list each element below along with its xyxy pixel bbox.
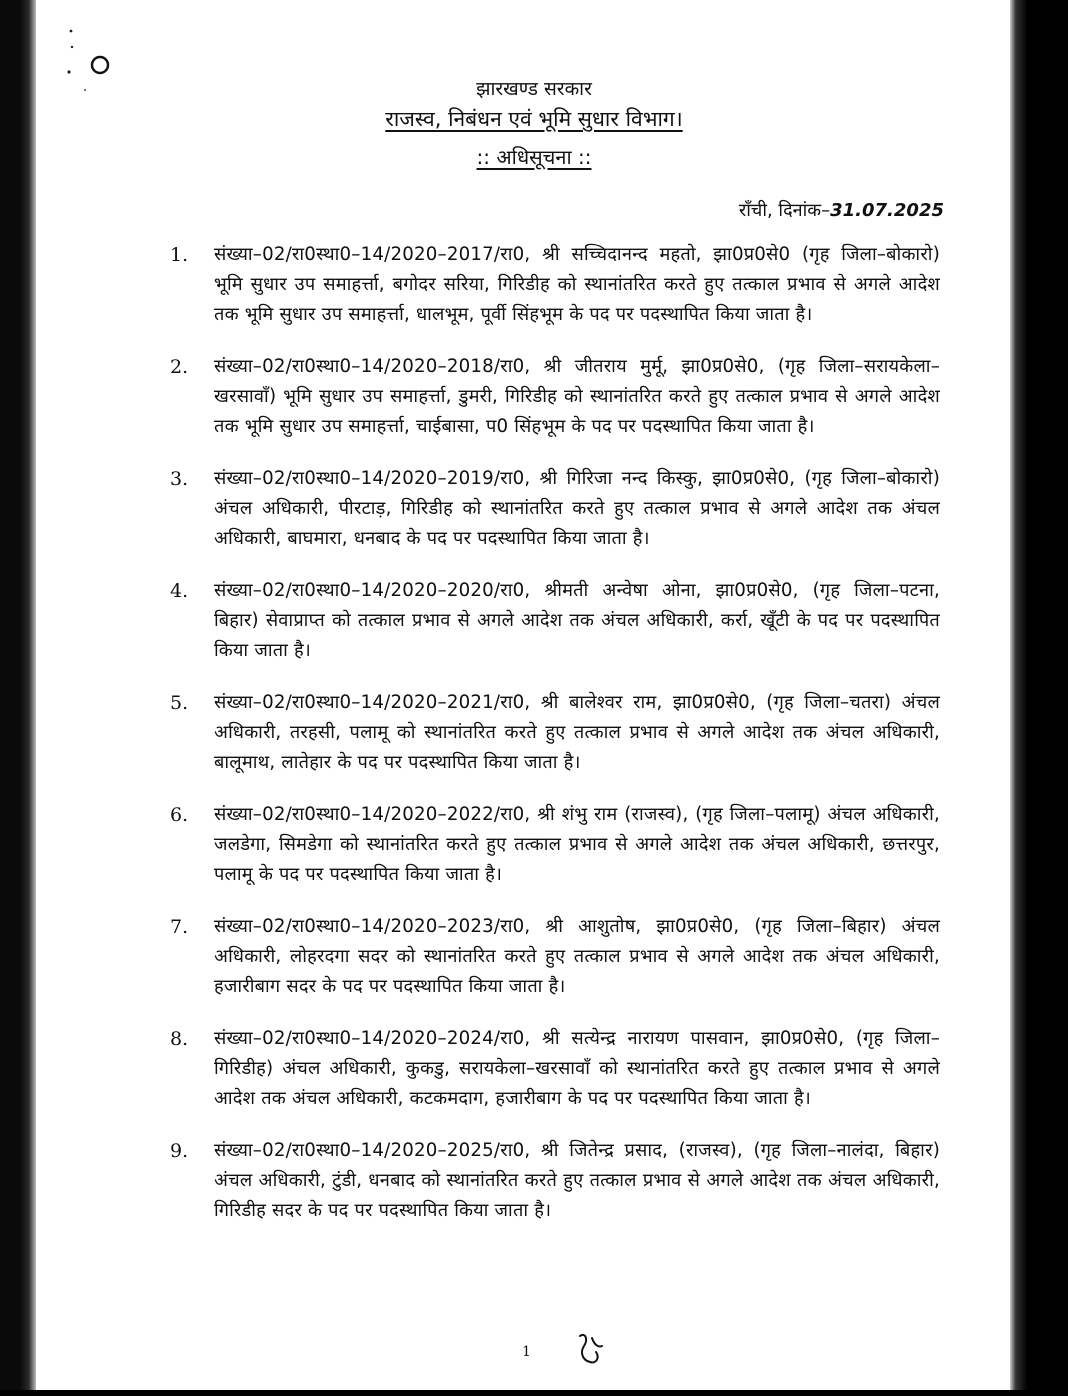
item-number: 3. xyxy=(170,468,189,490)
dateline xyxy=(739,198,944,222)
item-text: संख्या–02/रा0स्था0–14/2020–2021/रा0, श्री बालेश्वर राम, झा0प्र0से0, (गृह जिला–चतरा) अंचल अधिकारी, तरहसी, पलामू को स्थानांतरित करते हुए तत्काल प्रभाव से अगले आदेश तक अंचल अधिकारी, बालूमाथ, लातेहार के पद पर पदस्थापित किया जाता है। xyxy=(214,692,940,773)
list-item xyxy=(170,464,940,554)
document-header xyxy=(0,74,1068,172)
scan-border-bottom xyxy=(0,1390,1068,1396)
item-number: 8. xyxy=(170,1028,189,1050)
list-item xyxy=(170,912,940,1002)
place-label: राँची, दिनांक– xyxy=(738,200,831,221)
signature-initial-icon xyxy=(572,1330,612,1372)
list-item xyxy=(170,688,940,778)
item-text: संख्या–02/रा0स्था0–14/2020–2023/रा0, श्री आशुतोष, झा0प्र0से0, (गृह जिला–बिहार) अंचल अधिकारी, लोहरदगा सदर को स्थानांतरित करते हुए तत्काल प्रभाव से अगले आदेश तक अंचल अधिकारी, हजारीबाग सदर के पद पर पदस्थापित किया जाता है। xyxy=(214,916,940,997)
list-item xyxy=(170,1136,940,1226)
department-name: राजस्व, निबंधन एवं भूमि सुधार विभाग। xyxy=(385,107,683,131)
item-number: 2. xyxy=(170,356,189,378)
item-number: 5. xyxy=(170,692,189,714)
item-text: संख्या–02/रा0स्था0–14/2020–2024/रा0, श्री सत्येन्द्र नारायण पासवान, झा0प्र0से0, (गृह जिला–गिरिडीह) अंचल अधिकारी, कुकडु, सरायकेला–खरसावाँ को स्थानांतरित करते हुए तत्काल प्रभाव से अगले आदेश तक अंचल अधिकारी, कटकमदाग, हजारीबाग के पद पर पदस्थापित किया जाता है। xyxy=(214,1028,940,1109)
list-item xyxy=(170,576,940,666)
scan-border-left xyxy=(0,0,36,1396)
item-text: संख्या–02/रा0स्था0–14/2020–2018/रा0, श्री जीतराय मुर्मू, झा0प्र0से0, (गृह जिला–सरायकेला–खरसावाँ) भूमि सुधार उप समाहर्त्ता, डुमरी, गिरिडीह को स्थानांतरित करते हुए तत्काल प्रभाव से अगले आदेश तक भूमि सुधार उप समाहर्त्ता, चाईबासा, प0 सिंहभूम के पद पर पदस्थापित किया जाता है। xyxy=(214,356,940,437)
item-text: संख्या–02/रा0स्था0–14/2020–2022/रा0, श्री शंभु राम (राजस्व), (गृह जिला–पलामू) अंचल अधिकारी, जलडेगा, सिमडेगा को स्थानांतरित करते हुए तत्काल प्रभाव से अगले आदेश तक अंचल अधिकारी, छत्तरपुर, पलामू के पद पर पदस्थापित किया जाता है। xyxy=(214,804,940,885)
date-value: 31.07.2025 xyxy=(830,200,944,221)
notification-title: :: अधिसूचना :: xyxy=(476,145,592,169)
list-item xyxy=(170,352,940,442)
government-name: झारखण्ड सरकार xyxy=(476,78,592,100)
item-number: 1. xyxy=(170,244,189,266)
item-number: 6. xyxy=(170,804,189,826)
item-text: संख्या–02/रा0स्था0–14/2020–2025/रा0, श्री जितेन्द्र प्रसाद, (राजस्व), (गृह जिला–नालंदा, बिहार) अंचल अधिकारी, टुंडी, धनबाद को स्थानांतरित करते हुए तत्काल प्रभाव से अगले आदेश तक अंचल अधिकारी, गिरिडीह सदर के पद पर पदस्थापित किया जाता है। xyxy=(214,1140,940,1221)
item-number: 9. xyxy=(170,1140,189,1162)
scan-border-right xyxy=(1010,0,1068,1396)
item-text: संख्या–02/रा0स्था0–14/2020–2017/रा0, श्री सच्चिदानन्द महतो, झा0प्र0से0 (गृह जिला–बोकारो) भूमि सुधार उप समाहर्त्ता, बगोदर सरिया, गिरिडीह को स्थानांतरित करते हुए तत्काल प्रभाव से अगले आदेश तक भूमि सुधार उप समाहर्त्ता, धालभूम, पूर्वी सिंहभूम के पद पर पदस्थापित किया जाता है। xyxy=(214,244,940,325)
list-item xyxy=(170,1024,940,1114)
item-text: संख्या–02/रा0स्था0–14/2020–2019/रा0, श्री गिरिजा नन्द किस्कु, झा0प्र0से0, (गृह जिला–बोकारो) अंचल अधिकारी, पीरटाड़, गिरिडीह को स्थानांतरित करते हुए तत्काल प्रभाव से अगले आदेश तक अंचल अधिकारी, बाघमारा, धनबाद के पद पर पदस्थापित किया जाता है। xyxy=(214,468,940,549)
item-number: 7. xyxy=(170,916,189,938)
page-number: 1 xyxy=(522,1344,531,1360)
item-text: संख्या–02/रा0स्था0–14/2020–2020/रा0, श्रीमती अन्वेषा ओना, झा0प्र0से0, (गृह जिला–पटना, बिहार) सेवाप्राप्त को तत्काल प्रभाव से अगले आदेश तक अंचल अधिकारी, कर्रा, खूँटी के पद पर पदस्थापित किया जाता है। xyxy=(214,580,940,661)
item-number: 4. xyxy=(170,580,189,602)
list-item xyxy=(170,240,940,330)
list-item xyxy=(170,800,940,890)
notification-items xyxy=(170,240,940,1248)
